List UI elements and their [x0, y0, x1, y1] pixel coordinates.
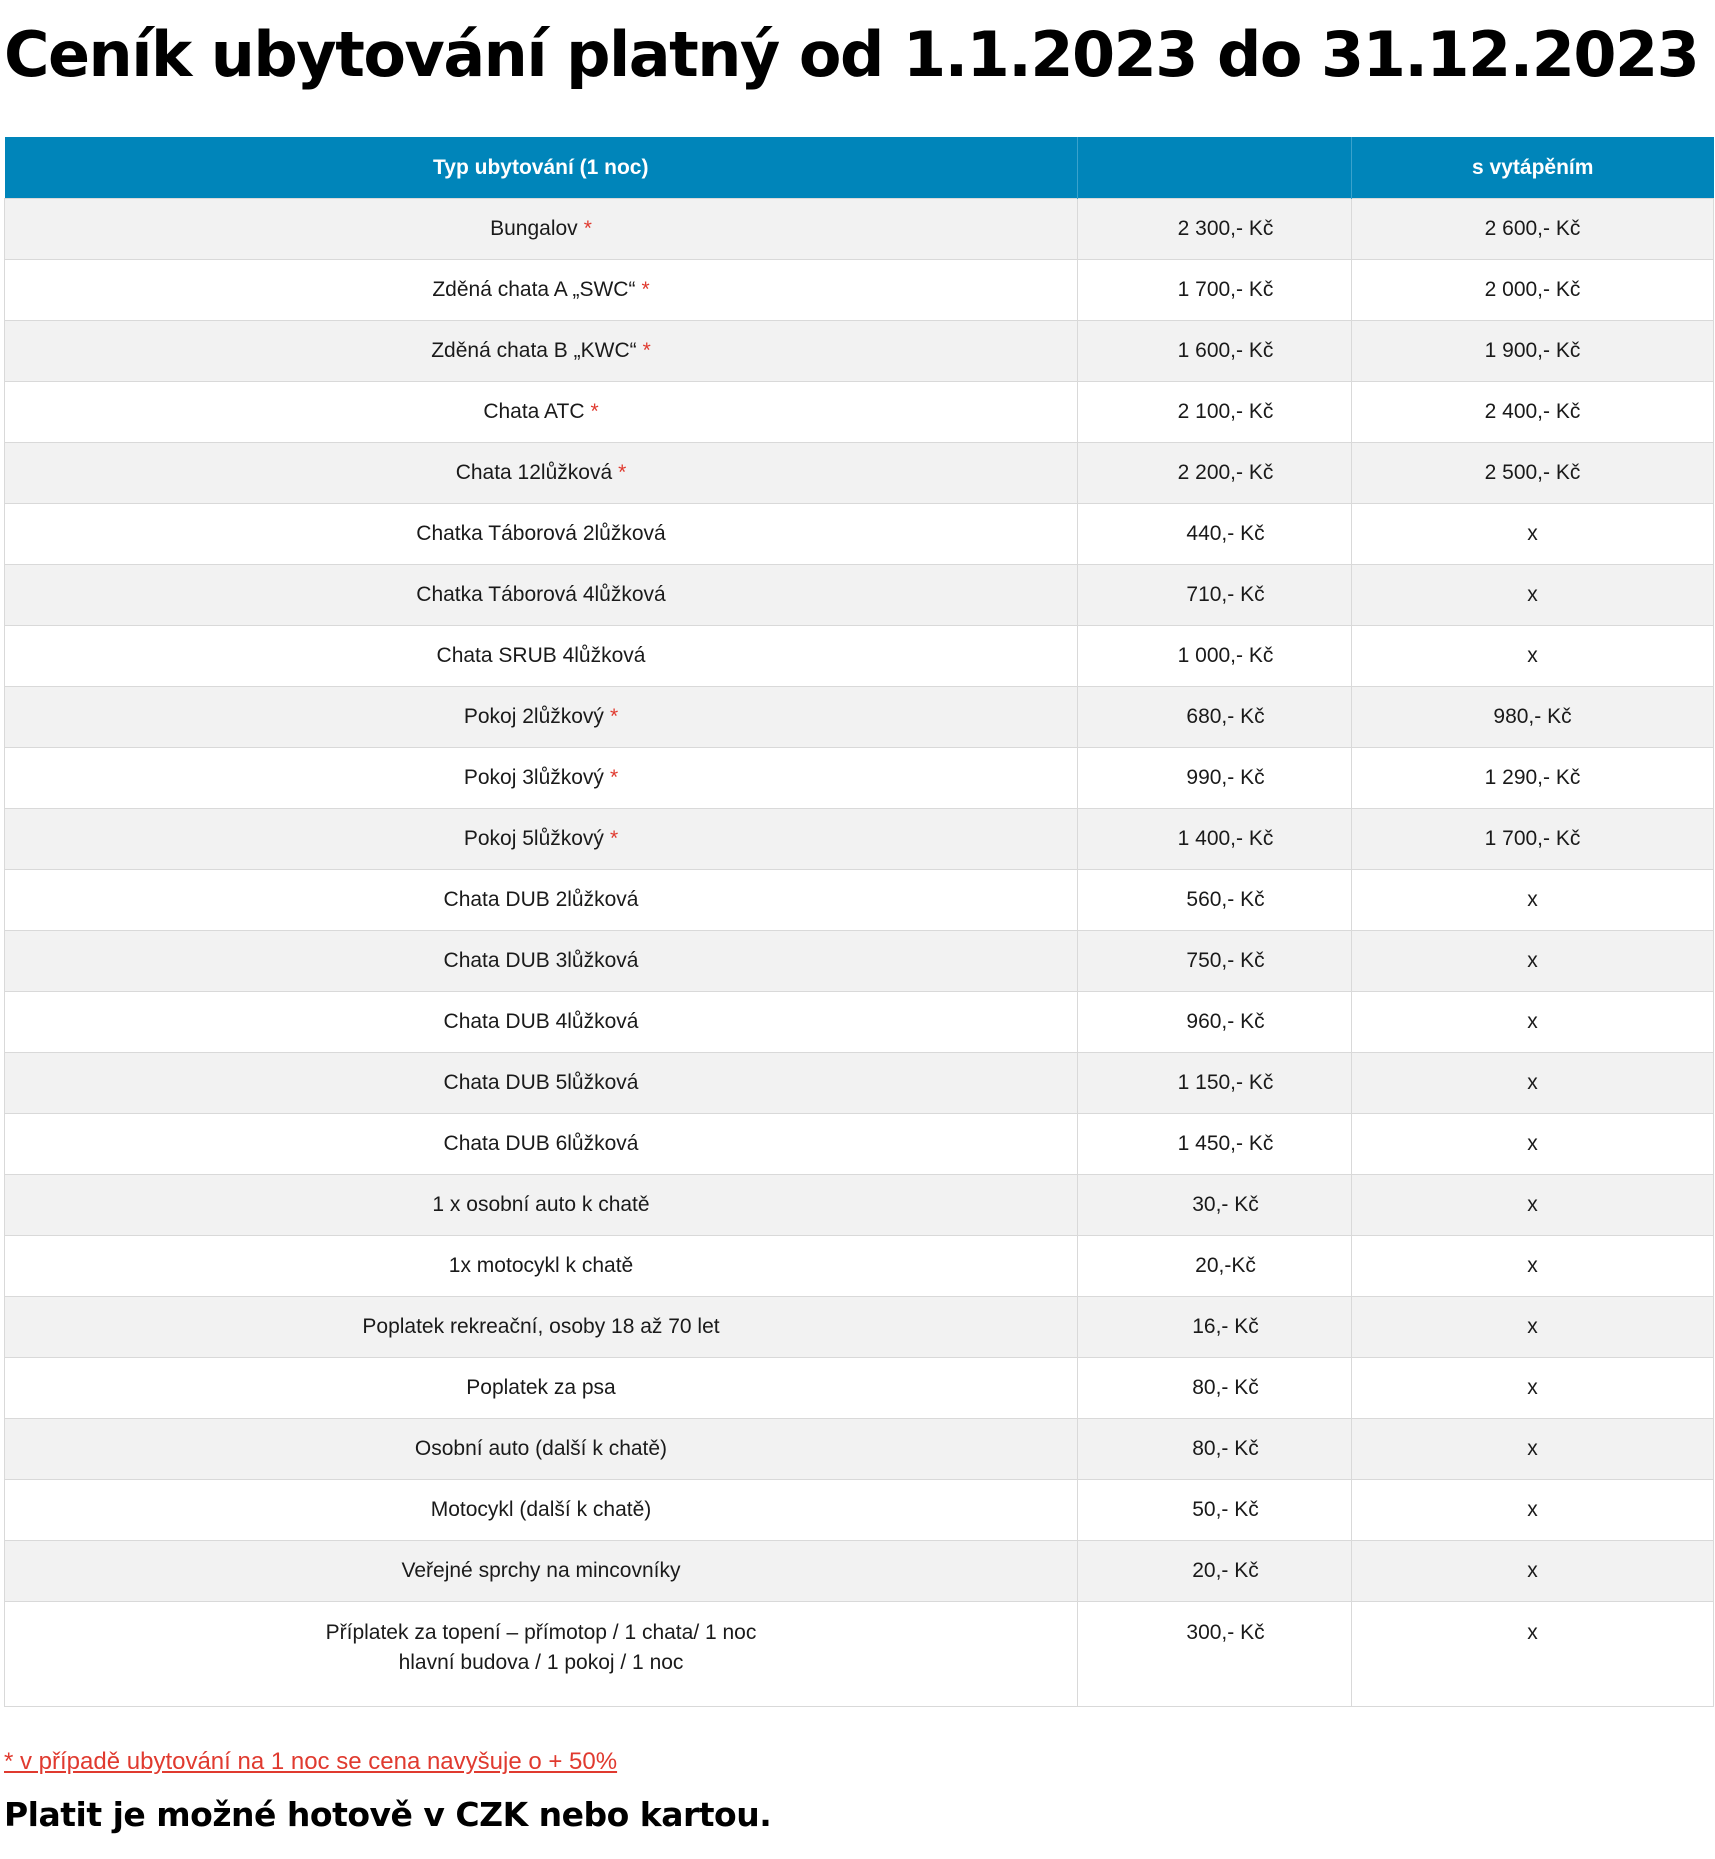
price-cell: 680,- Kč [1078, 687, 1352, 748]
table-row [5, 504, 1714, 565]
price-cell: 20,-Kč [1078, 1236, 1352, 1297]
accommodation-type-cell [5, 992, 1078, 1053]
heated-price-cell: 2 500,- Kč [1352, 443, 1714, 504]
table-row [5, 992, 1714, 1053]
accommodation-type-cell [5, 1236, 1078, 1297]
accommodation-type-label: Chata SRUB 4lůžková [436, 644, 646, 667]
accommodation-type-label: Pokoj 3lůžkový [463, 766, 604, 789]
table-row [5, 1419, 1714, 1480]
table-row [5, 687, 1714, 748]
heated-price-cell: 2 000,- Kč [1352, 260, 1714, 321]
accommodation-type-cell [5, 870, 1078, 931]
price-cell: 80,- Kč [1078, 1358, 1352, 1419]
table-row [5, 1358, 1714, 1419]
header-price [1078, 137, 1352, 199]
table-row [5, 1480, 1714, 1541]
table-header-row [5, 137, 1714, 199]
table-row [5, 382, 1714, 443]
table-row [5, 1053, 1714, 1114]
price-cell: 80,- Kč [1078, 1419, 1352, 1480]
price-cell: 30,- Kč [1078, 1175, 1352, 1236]
table-row [5, 809, 1714, 870]
surcharge-star-marker: * [618, 461, 627, 484]
table-row [5, 626, 1714, 687]
heated-price-cell: 2 400,- Kč [1352, 382, 1714, 443]
price-table [4, 137, 1714, 1707]
heated-price-cell: x [1352, 626, 1714, 687]
heated-price-cell: x [1352, 1114, 1714, 1175]
price-cell: 2 200,- Kč [1078, 443, 1352, 504]
accommodation-type-cell [5, 504, 1078, 565]
accommodation-type-label: Bungalov [490, 217, 578, 240]
price-cell: 1 700,- Kč [1078, 260, 1352, 321]
heated-price-cell: x [1352, 1358, 1714, 1419]
surcharge-star-marker: * [641, 278, 650, 301]
surcharge-star-marker: * [583, 217, 592, 240]
price-cell: 1 400,- Kč [1078, 809, 1352, 870]
surcharge-star-marker: * [642, 339, 651, 362]
heated-price-cell: 1 290,- Kč [1352, 748, 1714, 809]
price-cell: 710,- Kč [1078, 565, 1352, 626]
table-row [5, 565, 1714, 626]
heated-price-cell: x [1352, 1297, 1714, 1358]
price-cell: 440,- Kč [1078, 504, 1352, 565]
surcharge-star-marker: * [609, 705, 619, 728]
heated-price-cell: x [1352, 504, 1714, 565]
table-row [5, 931, 1714, 992]
accommodation-type-cell [5, 260, 1078, 321]
price-cell: 20,- Kč [1078, 1541, 1352, 1602]
accommodation-type-cell [5, 1602, 1078, 1707]
table-row-heating-surcharge [5, 1602, 1714, 1707]
accommodation-type-cell [5, 1358, 1078, 1419]
accommodation-type-cell [5, 1419, 1078, 1480]
accommodation-type-cell [5, 1053, 1078, 1114]
heated-price-cell: x [1352, 565, 1714, 626]
price-cell: 300,- Kč [1078, 1602, 1352, 1707]
accommodation-type-cell [5, 687, 1078, 748]
heated-price-cell: x [1352, 1053, 1714, 1114]
price-cell: 2 100,- Kč [1078, 382, 1352, 443]
table-row [5, 748, 1714, 809]
accommodation-type-cell [5, 626, 1078, 687]
price-cell: 990,- Kč [1078, 748, 1352, 809]
heated-price-cell: 1 900,- Kč [1352, 321, 1714, 382]
heated-price-cell: x [1352, 1419, 1714, 1480]
heated-price-cell: x [1352, 931, 1714, 992]
heated-price-cell: x [1352, 1602, 1714, 1707]
heated-price-cell: x [1352, 870, 1714, 931]
table-row [5, 199, 1714, 260]
table-row [5, 870, 1714, 931]
surcharge-star-marker: * [609, 827, 619, 850]
accommodation-type-cell [5, 382, 1078, 443]
price-cell: 1 150,- Kč [1078, 1053, 1352, 1114]
accommodation-type-label: Veřejné sprchy na mincovníky [401, 1559, 681, 1582]
table-row [5, 260, 1714, 321]
accommodation-type-cell [5, 321, 1078, 382]
header-accommodation-type: Typ ubytování (1 noc) [5, 137, 1078, 199]
price-cell: 1 450,- Kč [1078, 1114, 1352, 1175]
accommodation-type-label: 1x motocykl k chatě [448, 1254, 634, 1277]
heated-price-cell: x [1352, 1541, 1714, 1602]
accommodation-type-label: Pokoj 5lůžkový [463, 827, 604, 850]
heated-price-cell: x [1352, 1175, 1714, 1236]
accommodation-type-cell [5, 1175, 1078, 1236]
accommodation-type-cell [5, 1541, 1078, 1602]
accommodation-type-label: Pokoj 2lůžkový [463, 705, 604, 728]
price-cell: 1 600,- Kč [1078, 321, 1352, 382]
accommodation-type-label: Chata DUB 3lůžková [443, 949, 639, 972]
accommodation-type-cell [5, 565, 1078, 626]
accommodation-type-label: Zděná chata A „SWC“ [432, 278, 636, 301]
accommodation-type-label: Zděná chata B „KWC“ [431, 339, 637, 362]
accommodation-type-cell [5, 1480, 1078, 1541]
accommodation-type-label: Poplatek za psa [466, 1376, 616, 1399]
page-title: Ceník ubytování platný od 1.1.2023 do 31.12.2023 [4, 18, 1699, 91]
accommodation-type-label: Poplatek rekreační, osoby 18 až 70 let [362, 1315, 720, 1338]
heated-price-cell: x [1352, 1236, 1714, 1297]
table-row [5, 443, 1714, 504]
table-row [5, 1541, 1714, 1602]
heated-price-cell: 1 700,- Kč [1352, 809, 1714, 870]
table-row [5, 1175, 1714, 1236]
accommodation-type-label: Motocykl (další k chatě) [430, 1498, 652, 1521]
heated-price-cell: 2 600,- Kč [1352, 199, 1714, 260]
price-cell: 2 300,- Kč [1078, 199, 1352, 260]
surcharge-star-marker: * [609, 766, 619, 789]
accommodation-type-label: Chatka Táborová 2lůžková [416, 522, 666, 545]
accommodation-type-cell [5, 748, 1078, 809]
surcharge-star-marker: * [590, 400, 599, 423]
surcharge-footnote-link[interactable]: * v případě ubytování na 1 noc se cena navyšuje o + 50% [4, 1748, 618, 1775]
header-with-heating: s vytápěním [1352, 137, 1714, 199]
accommodation-type-cell [5, 1297, 1078, 1358]
accommodation-type-label: Chata DUB 5lůžková [443, 1071, 639, 1094]
heated-price-cell: x [1352, 992, 1714, 1053]
accommodation-type-label: Chata DUB 6lůžková [443, 1132, 639, 1155]
price-cell: 750,- Kč [1078, 931, 1352, 992]
table-row [5, 1114, 1714, 1175]
heating-surcharge-line-1: Příplatek za topení – přímotop / 1 chata/ 1 noc [325, 1621, 757, 1644]
price-cell: 1 000,- Kč [1078, 626, 1352, 687]
price-cell: 50,- Kč [1078, 1480, 1352, 1541]
payment-note: Platit je možné hotově v CZK nebo kartou. [4, 1795, 772, 1834]
accommodation-type-cell [5, 443, 1078, 504]
table-row [5, 321, 1714, 382]
accommodation-type-label: Osobní auto (další k chatě) [414, 1437, 668, 1460]
accommodation-type-cell [5, 809, 1078, 870]
heated-price-cell: x [1352, 1480, 1714, 1541]
accommodation-type-cell [5, 199, 1078, 260]
accommodation-type-label: 1 x osobní auto k chatě [432, 1193, 650, 1216]
table-row [5, 1236, 1714, 1297]
heated-price-cell: 980,- Kč [1352, 687, 1714, 748]
accommodation-type-label: Chata ATC [483, 400, 585, 423]
price-cell: 560,- Kč [1078, 870, 1352, 931]
table-row [5, 1297, 1714, 1358]
accommodation-type-label: Chata 12lůžková [455, 461, 613, 484]
accommodation-type-cell [5, 1114, 1078, 1175]
accommodation-type-label: Chatka Táborová 4lůžková [416, 583, 666, 606]
accommodation-type-cell [5, 931, 1078, 992]
accommodation-type-label: Chata DUB 4lůžková [443, 1010, 639, 1033]
price-cell: 960,- Kč [1078, 992, 1352, 1053]
accommodation-type-label: Chata DUB 2lůžková [443, 888, 639, 911]
heating-surcharge-line-2: hlavní budova / 1 pokoj / 1 noc [398, 1651, 684, 1674]
price-cell: 16,- Kč [1078, 1297, 1352, 1358]
